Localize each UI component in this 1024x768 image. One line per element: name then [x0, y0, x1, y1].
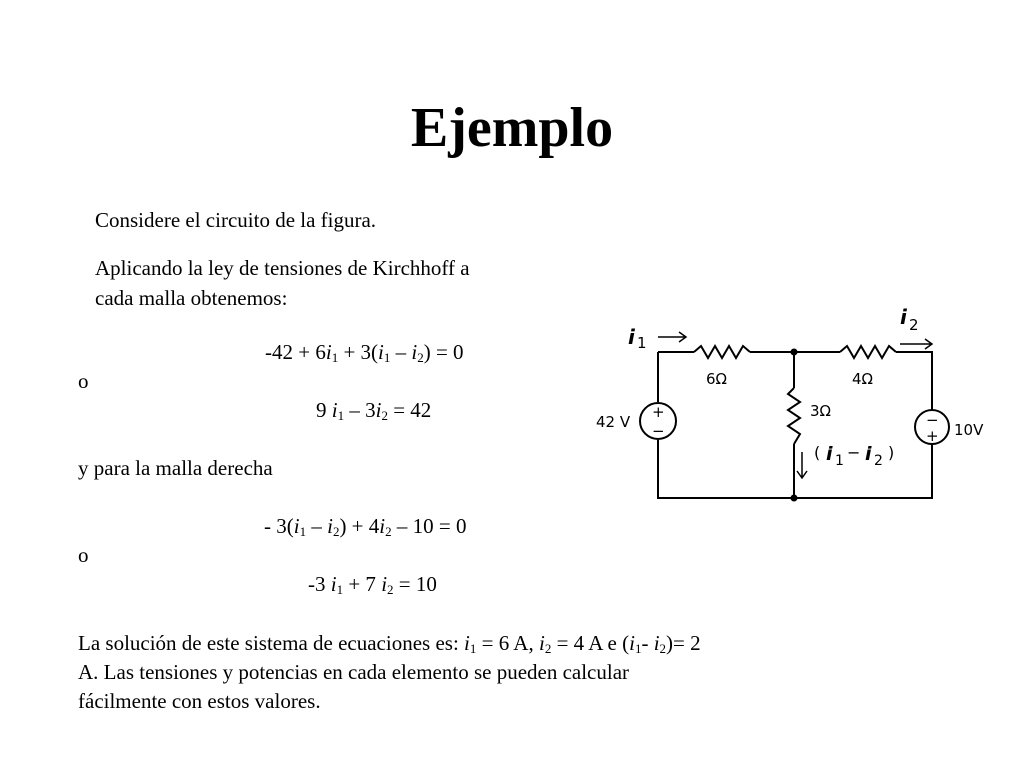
branch-open: ( [814, 443, 821, 462]
label-i2: i [900, 305, 907, 329]
branch-close: ) [888, 443, 895, 462]
circuit-diagram [590, 300, 1000, 510]
equation-right-mesh: - $3(i_1 - i_2) + 4i_2 - 10 = 0$ [264, 514, 467, 539]
wire-top-right [896, 352, 932, 410]
label-r2: 4Ω [852, 370, 874, 388]
branch-i2: i [865, 443, 872, 465]
resistor-6-ohm [694, 346, 750, 358]
intro-text: Considere el circuito de la figura. [95, 208, 377, 232]
arrow-i1 [658, 332, 686, 342]
right-mesh-text: y para la malla derecha [78, 456, 273, 480]
node-bottom [791, 495, 798, 502]
branch-sub2: 2 [874, 453, 883, 469]
branch-sub1: 1 [835, 453, 844, 469]
equation-left-mesh: $-42 + 6i_1 + 3(i_1 - i_2) = 0$ [265, 340, 464, 365]
label-v2: 10V [954, 421, 984, 439]
slide-title: Ejemplo [410, 97, 614, 159]
branch-minus: − [847, 443, 861, 462]
label-r1: 6Ω [706, 370, 728, 388]
v2-minus: − [926, 411, 939, 429]
node-top [791, 349, 798, 356]
label-v1: 42 V [596, 413, 631, 431]
connector-o-2: o [78, 543, 89, 567]
kvl-text-line2: cada malla obtenemos: [95, 286, 288, 310]
label-i1-sub: 1 [637, 334, 647, 352]
label-i1: i [628, 325, 635, 349]
equation-right-simplified: -3 $i_1 + 7$ $i_2 = 10$ [308, 572, 437, 597]
label-r3: 3Ω [810, 402, 832, 420]
connector-o-1: o [78, 369, 89, 393]
v1-minus: − [652, 422, 665, 440]
branch-i1: i [826, 443, 833, 465]
resistor-4-ohm [840, 346, 896, 358]
kvl-text-line1: Aplicando la ley de tensiones de Kirchhoff a [95, 256, 470, 280]
solution-paragraph: La solución de este sistema de ecuaciones es: $i_1 = 6$ A, $i_2 = 4$ A e ($i_1-$ $i_2)= 2$ A. Las tensiones y potencias en cada elemento se pueden calcular fácilmente con estos valores. [78, 631, 701, 713]
arrow-branch-current [797, 452, 807, 478]
label-i2-sub: 2 [909, 316, 919, 334]
equation-left-simplified: 9 $i_1 - 3i_2 = 42$ [316, 398, 432, 423]
arrow-i2 [900, 339, 932, 349]
v1-plus: + [652, 403, 665, 421]
resistor-3-ohm [788, 388, 800, 444]
v2-plus: + [926, 427, 939, 445]
